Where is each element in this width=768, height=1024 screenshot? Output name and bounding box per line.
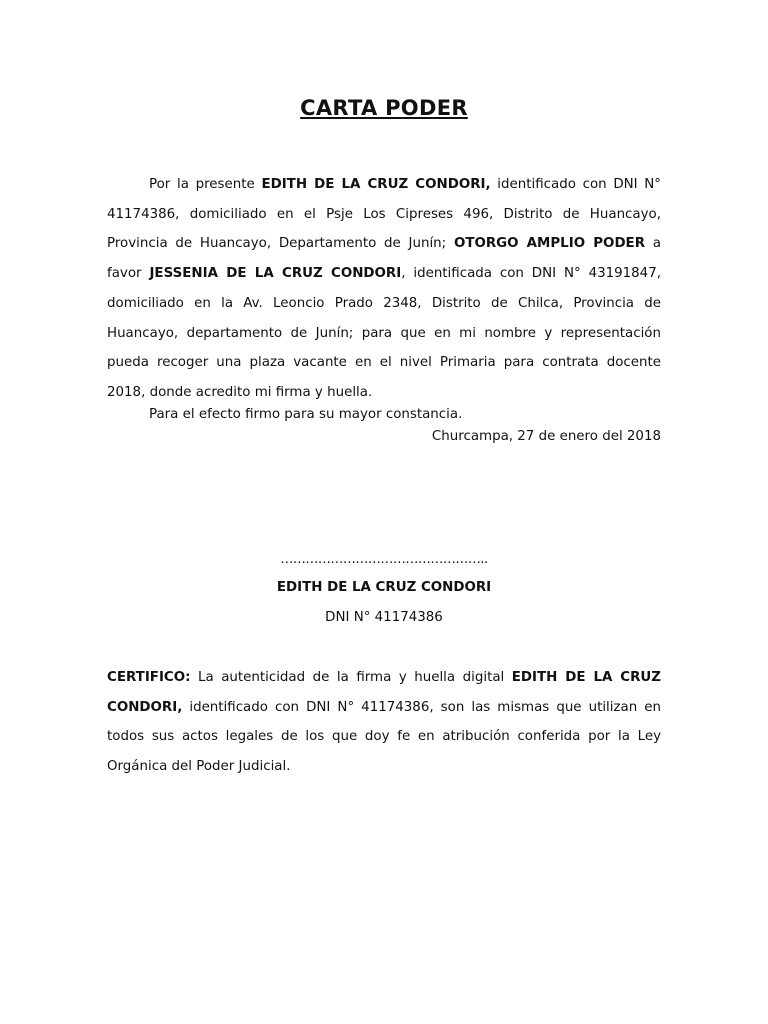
- certificate-name: EDITH DE LA CRUZ CONDORI,: [107, 670, 661, 715]
- grantee-name: JESSENIA DE LA CRUZ CONDORI: [149, 266, 402, 282]
- body-text-4: , identificada con DNI N° 43191847, domiciliado en la Av. Leoncio Prado 2348, Distrito de Chilca, Provincia de Huancayo, departamento de Junín; para que en mi nombre y representación pueda recoger una plaza vacante en el nivel Primaria para contrata docente 2018, donde acredito mi firma y huella.: [107, 266, 661, 400]
- body-text-1: Por la presente: [149, 177, 262, 192]
- body-text-2: identificado con DNI N° 41174386, domiciliado en el Psje Los Cipreses 496, Distrito de Huancayo, Provincia de Huancayo, Departamento de Junín;: [107, 177, 661, 252]
- certificate-text-2: identificado con DNI N° 41174386, son las mismas que utilizan en todos sus actos legales de los que doy fe en atribución conferida por la Ley Orgánica del Poder Judicial.: [107, 699, 661, 774]
- signature-line: …………………………………………..: [280, 552, 488, 567]
- signer-name: EDITH DE LA CRUZ CONDORI: [276, 580, 492, 595]
- place-date: Churcampa, 27 de enero del 2018: [431, 429, 661, 444]
- document-title: CARTA PODER: [300, 96, 468, 120]
- grantor-name: EDITH DE LA CRUZ CONDORI,: [261, 177, 491, 192]
- body-text-3: a favor: [107, 236, 661, 282]
- certificate-text-1: La autenticidad de la firma y huella digital: [190, 670, 512, 685]
- body-paragraph: [107, 170, 661, 408]
- certificate-paragraph: [107, 663, 661, 781]
- certificate-label: CERTIFICO:: [107, 670, 191, 685]
- closing-text: Para el efecto firmo para su mayor constancia.: [149, 407, 463, 422]
- grant-phrase: OTORGO AMPLIO PODER: [453, 236, 646, 252]
- signer-dni: DNI N° 41174386: [325, 610, 443, 625]
